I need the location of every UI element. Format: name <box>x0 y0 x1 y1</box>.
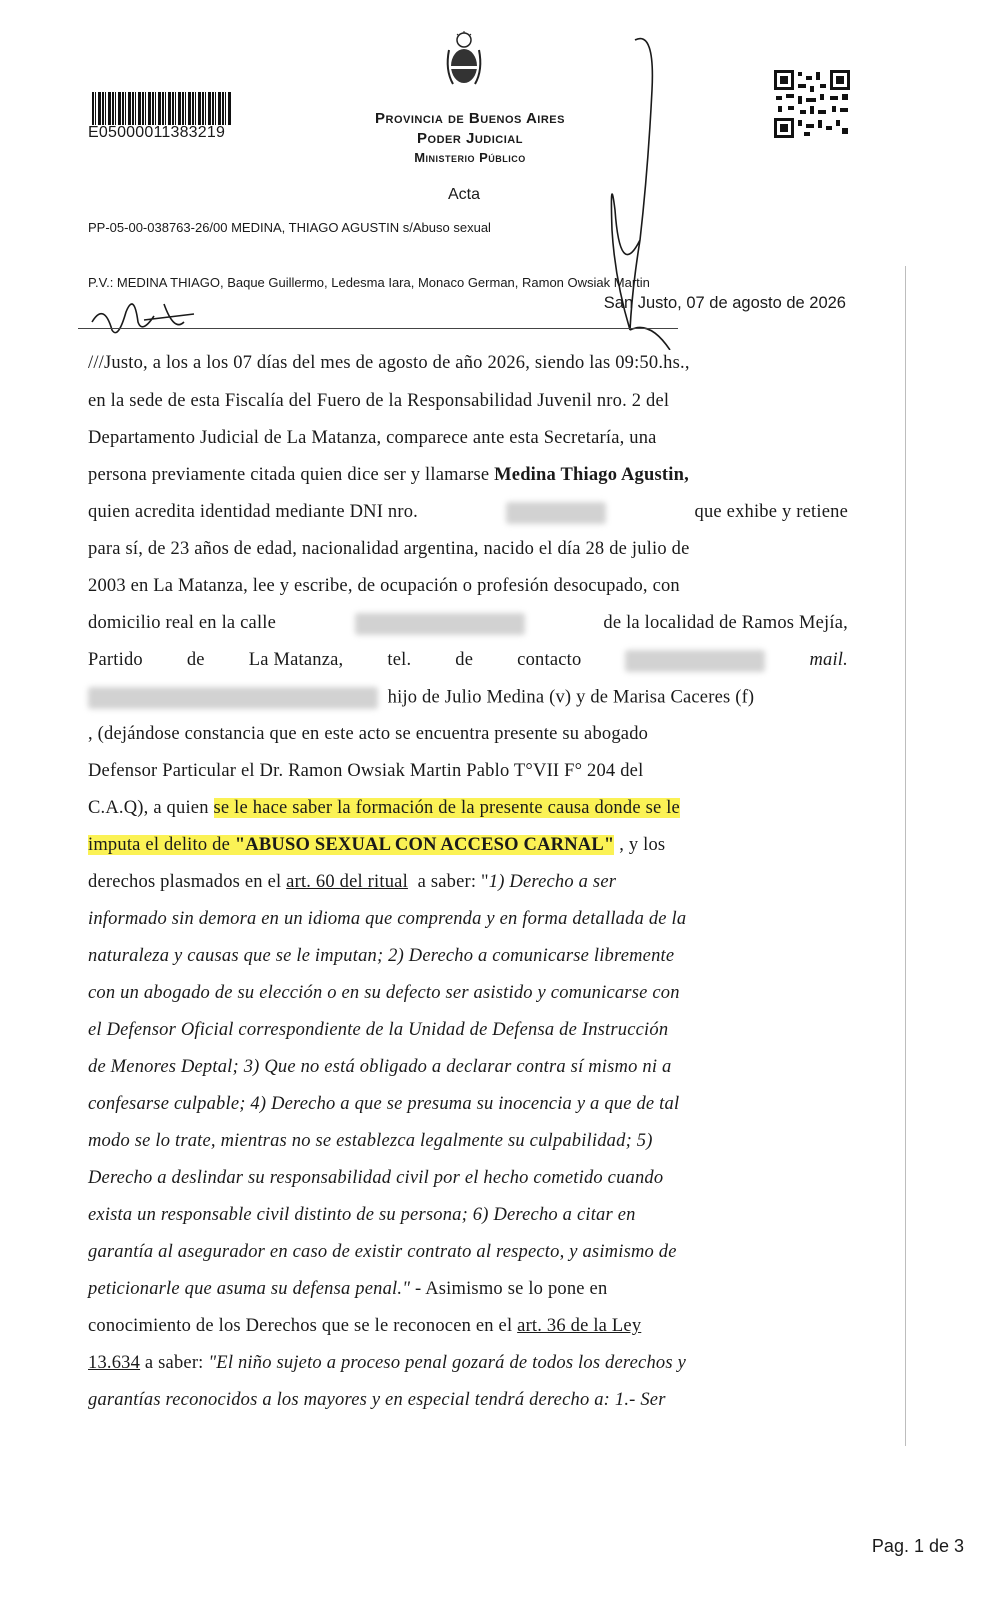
body-line: derechos plasmados en el art. 60 del ritual a saber: "1) Derecho a ser <box>88 872 617 892</box>
redacted-phone <box>625 650 765 672</box>
charge-title: "ABUSO SEXUAL CON ACCESO CARNAL" <box>234 835 615 855</box>
body-line: imputa el delito de "ABUSO SEXUAL CON ACCESO CARNAL" , y los <box>88 835 666 855</box>
body-line: persona previamente citada quien dice ser y llamarse Medina Thiago Agustin, <box>88 465 689 485</box>
document-type: Acta <box>447 186 480 203</box>
body-line: Defensor Particular el Dr. Ramon Owsiak Martin Pablo T°VII F° 204 del <box>88 761 644 781</box>
body-line: conocimiento de los Derechos que se le reconocen en el art. 36 de la Ley <box>88 1316 642 1336</box>
page-edge-divider <box>905 266 906 1446</box>
institution-line-2: Poder Judicial <box>417 130 523 147</box>
body-line: ///Justo, a los a los 07 días del mes de agosto de año 2026, siendo las 09:50.hs., <box>88 353 690 373</box>
body-line: el Defensor Oficial correspondiente de la Unidad de Defensa de Instrucción <box>88 1020 669 1040</box>
separator-line <box>78 328 678 329</box>
body-line: confesarse culpable; 4) Derecho a que se presuma su inocencia y a que de tal <box>88 1094 680 1114</box>
body-line: 13.634 a saber: "El niño sujeto a proceso penal gozará de todos los derechos y <box>88 1353 686 1373</box>
parties-list: P.V.: MEDINA THIAGO, Baque Guillermo, Ledesma Iara, Monaco German, Ramon Owsiak Martin <box>88 275 650 290</box>
law-reference: art. 36 de la Ley <box>517 1316 642 1336</box>
highlighted-text: se le hace saber la formación de la presente causa donde se le <box>213 798 680 818</box>
barcode-number: E05000011383219 <box>88 124 226 141</box>
institution-line-1: Provincia de Buenos Aires <box>375 110 565 127</box>
body-line: peticionarle que asuma su defensa penal." - Asimismo se lo pone en <box>88 1279 608 1299</box>
body-line: domicilio real en la calle de la localidad de Ramos Mejía, <box>88 613 848 633</box>
body-line: con un abogado de su elección o en su defecto ser asistido y comunicarse con <box>88 983 680 1003</box>
body-line: hijo de Julio Medina (v) y de Marisa Caceres (f) <box>88 687 848 709</box>
body-line: naturaleza y causas que se le imputan; 2) Derecho a comunicarse libremente <box>88 946 675 966</box>
body-line: garantías reconocidos a los mayores y en especial tendrá derecho a: 1.- Ser <box>88 1390 666 1410</box>
body-line: en la sede de esta Fiscalía del Fuero de la Responsabilidad Juvenil nro. 2 del <box>88 391 670 411</box>
redacted-email <box>88 687 378 709</box>
body-line: , (dejándose constancia que en este acto se encuentra presente su abogado <box>88 724 649 744</box>
body-line: garantía al asegurador en caso de existir contrato al respecto, y asimismo de <box>88 1242 677 1262</box>
redacted-dni <box>506 502 606 524</box>
coat-of-arms-icon <box>443 30 485 90</box>
body-line: para sí, de 23 años de edad, nacionalidad argentina, nacido el día 28 de julio de <box>88 539 690 559</box>
body-line: informado sin demora en un idioma que comprenda y en forma detallada de la <box>88 909 687 929</box>
body-line: Partido de La Matanza, tel. de contacto mail. <box>88 650 848 670</box>
page-number: Pag. 1 de 3 <box>871 1536 964 1556</box>
body-line: 2003 en La Matanza, lee y escribe, de ocupación o profesión desocupado, con <box>88 576 680 596</box>
barcode <box>92 92 232 125</box>
article-reference: art. 60 del ritual <box>286 872 408 892</box>
redacted-address <box>355 613 525 635</box>
case-reference: PP-05-00-038763-26/00 MEDINA, THIAGO AGUSTIN s/Abuso sexual <box>88 220 491 235</box>
place-date: San Justo, 07 de agosto de 2026 <box>603 294 846 312</box>
law-number: 13.634 <box>88 1353 141 1373</box>
body-line: modo se lo trate, mientras no se establezca legalmente su culpabilidad; 5) <box>88 1131 653 1151</box>
body-line: Derecho a deslindar su responsabilidad civil por el hecho cometido cuando <box>88 1168 664 1188</box>
body-line: C.A.Q), a quien se le hace saber la formación de la presente causa donde se le <box>88 798 680 818</box>
body-line: exista un responsable civil distinto de su persona; 6) Derecho a citar en <box>88 1205 636 1225</box>
body-line: de Menores Deptal; 3) Que no está obligado a declarar contra sí mismo ni a <box>88 1057 672 1077</box>
qr-code-icon <box>774 70 850 138</box>
institution-line-3: Ministerio Público <box>414 150 526 165</box>
defendant-name: Medina Thiago Agustin, <box>494 465 689 485</box>
signature-initials <box>84 292 214 342</box>
body-line: Departamento Judicial de La Matanza, comparece ante esta Secretaría, una <box>88 428 657 448</box>
body-line: quien acredita identidad mediante DNI nro. que exhibe y retiene <box>88 502 848 522</box>
